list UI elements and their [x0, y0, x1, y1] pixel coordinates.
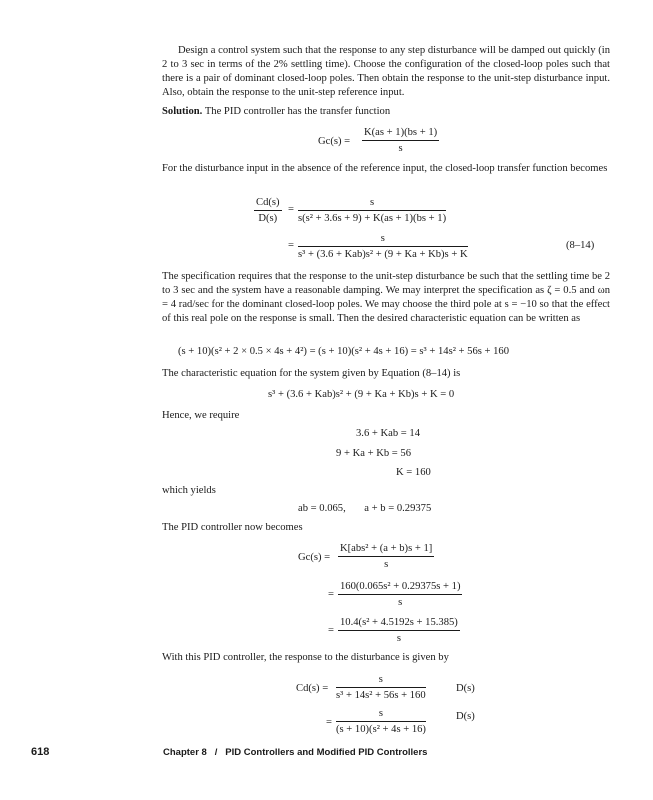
closed-loop-den-2: s³ + (3.6 + Kab)s² + (9 + Ka + Kb)s + K	[298, 249, 468, 260]
gc-numerator: K(as + 1)(bs + 1)	[362, 126, 439, 141]
equals-sign-4: =	[328, 625, 334, 636]
system-char-equation: s³ + (3.6 + Kab)s² + (9 + Ka + Kb)s + K = 0	[268, 389, 455, 400]
gc-fraction	[362, 126, 439, 155]
equals-sign-2: =	[288, 240, 294, 251]
solution-label: Solution.	[162, 106, 203, 117]
pid-den-3: s	[396, 633, 401, 644]
closed-loop-num-1: s	[298, 196, 446, 211]
pid-num-2: 160(0.065s² + 0.29375s + 1)	[338, 580, 462, 595]
gc-denominator: s	[398, 143, 403, 154]
pid-num-1: K[abs² + (a + b)s + 1]	[338, 542, 434, 557]
closed-loop-fraction-2	[298, 232, 468, 261]
pid-lhs: Gc(s) =	[298, 552, 331, 563]
desired-char-equation: (s + 10)(s² + 2 × 0.5 × 4s + 4²) = (s + 10)(s² + 4s + 16) = s³ + 14s² + 56s + 160	[178, 346, 510, 357]
with-pid-line: With this PID controller, the response to the disturbance is given by	[162, 652, 449, 663]
response-den-2: (s + 10)(s² + 4s + 16)	[336, 724, 426, 735]
yields-equation: ab = 0.065, a + b = 0.29375	[298, 503, 432, 514]
gc-lhs: Gc(s) =	[318, 136, 351, 147]
requirement-2: 9 + Ka + Kb = 56	[336, 448, 412, 459]
cd-over-d-fraction	[254, 196, 282, 225]
pid-num-3: 10.4(s² + 4.5192s + 15.385)	[338, 616, 460, 631]
pid-den-1: s	[384, 559, 389, 570]
response-fraction-1	[336, 673, 426, 702]
page-number: 618	[31, 746, 50, 758]
pid-den-2: s	[398, 597, 403, 608]
solution-line	[162, 106, 390, 117]
response-fraction-2	[336, 707, 426, 736]
response-num-2: s	[336, 707, 426, 722]
hence-line: Hence, we require	[162, 410, 240, 421]
equals-sign-5: =	[326, 717, 332, 728]
response-tail-1: D(s)	[456, 683, 475, 694]
problem-statement: Design a control system such that the response to any step disturbance will be damped out quickly (in 2 to 3 sec in terms of the 2% settling time). Choose the configuration of the closed-loop poles such that there is a pair of dominant closed-loop poles. Then obtain the response to the unit-step disturbance input. Also, obtain the response to the unit-step reference input.	[162, 45, 610, 98]
specification-paragraph: The specification requires that the response to the unit-step disturbance be such that the settling time be 2 to 3 sec and the system have a reasonable damping. We may interpret the specification as ζ = 0.5 and ωn = 4 rad/sec for the dominant closed-loop poles. We may choose the third pole at s = −10 so that the effect of this real pole on the response is small. Then the desired characteristic equation can be written as	[162, 271, 610, 324]
response-lhs: Cd(s) =	[296, 683, 329, 694]
response-tail-2: D(s)	[456, 711, 475, 722]
equation-number: (8–14)	[566, 240, 595, 251]
char-eq-intro: The characteristic equation for the system given by Equation (8–14) is	[162, 368, 461, 379]
equals-sign-1: =	[288, 204, 294, 215]
requirement-1: 3.6 + Kab = 14	[356, 428, 421, 439]
pid-now-line: The PID controller now becomes	[162, 522, 303, 533]
pid-fraction-1	[338, 542, 434, 571]
response-num-1: s	[336, 673, 426, 688]
equals-sign-3: =	[328, 589, 334, 600]
cd-numerator: Cd(s)	[254, 196, 282, 211]
disturbance-intro: For the disturbance input in the absence of the reference input, the closed-loop transfer function becomes	[162, 163, 608, 174]
which-yields-line: which yields	[162, 485, 216, 496]
running-footer-chapter: Chapter 8 / PID Controllers and Modified PID Controllers	[163, 747, 428, 758]
d-denominator: D(s)	[258, 213, 278, 224]
requirement-3: K = 160	[396, 467, 431, 478]
closed-loop-den-1: s(s² + 3.6s + 9) + K(as + 1)(bs + 1)	[298, 213, 447, 224]
pid-fraction-2	[338, 580, 462, 609]
solution-text: The PID controller has the transfer function	[204, 106, 391, 117]
response-den-1: s³ + 14s² + 56s + 160	[336, 690, 426, 701]
closed-loop-num-2: s	[298, 232, 468, 247]
closed-loop-fraction-1	[298, 196, 446, 225]
pid-fraction-3	[338, 616, 460, 645]
